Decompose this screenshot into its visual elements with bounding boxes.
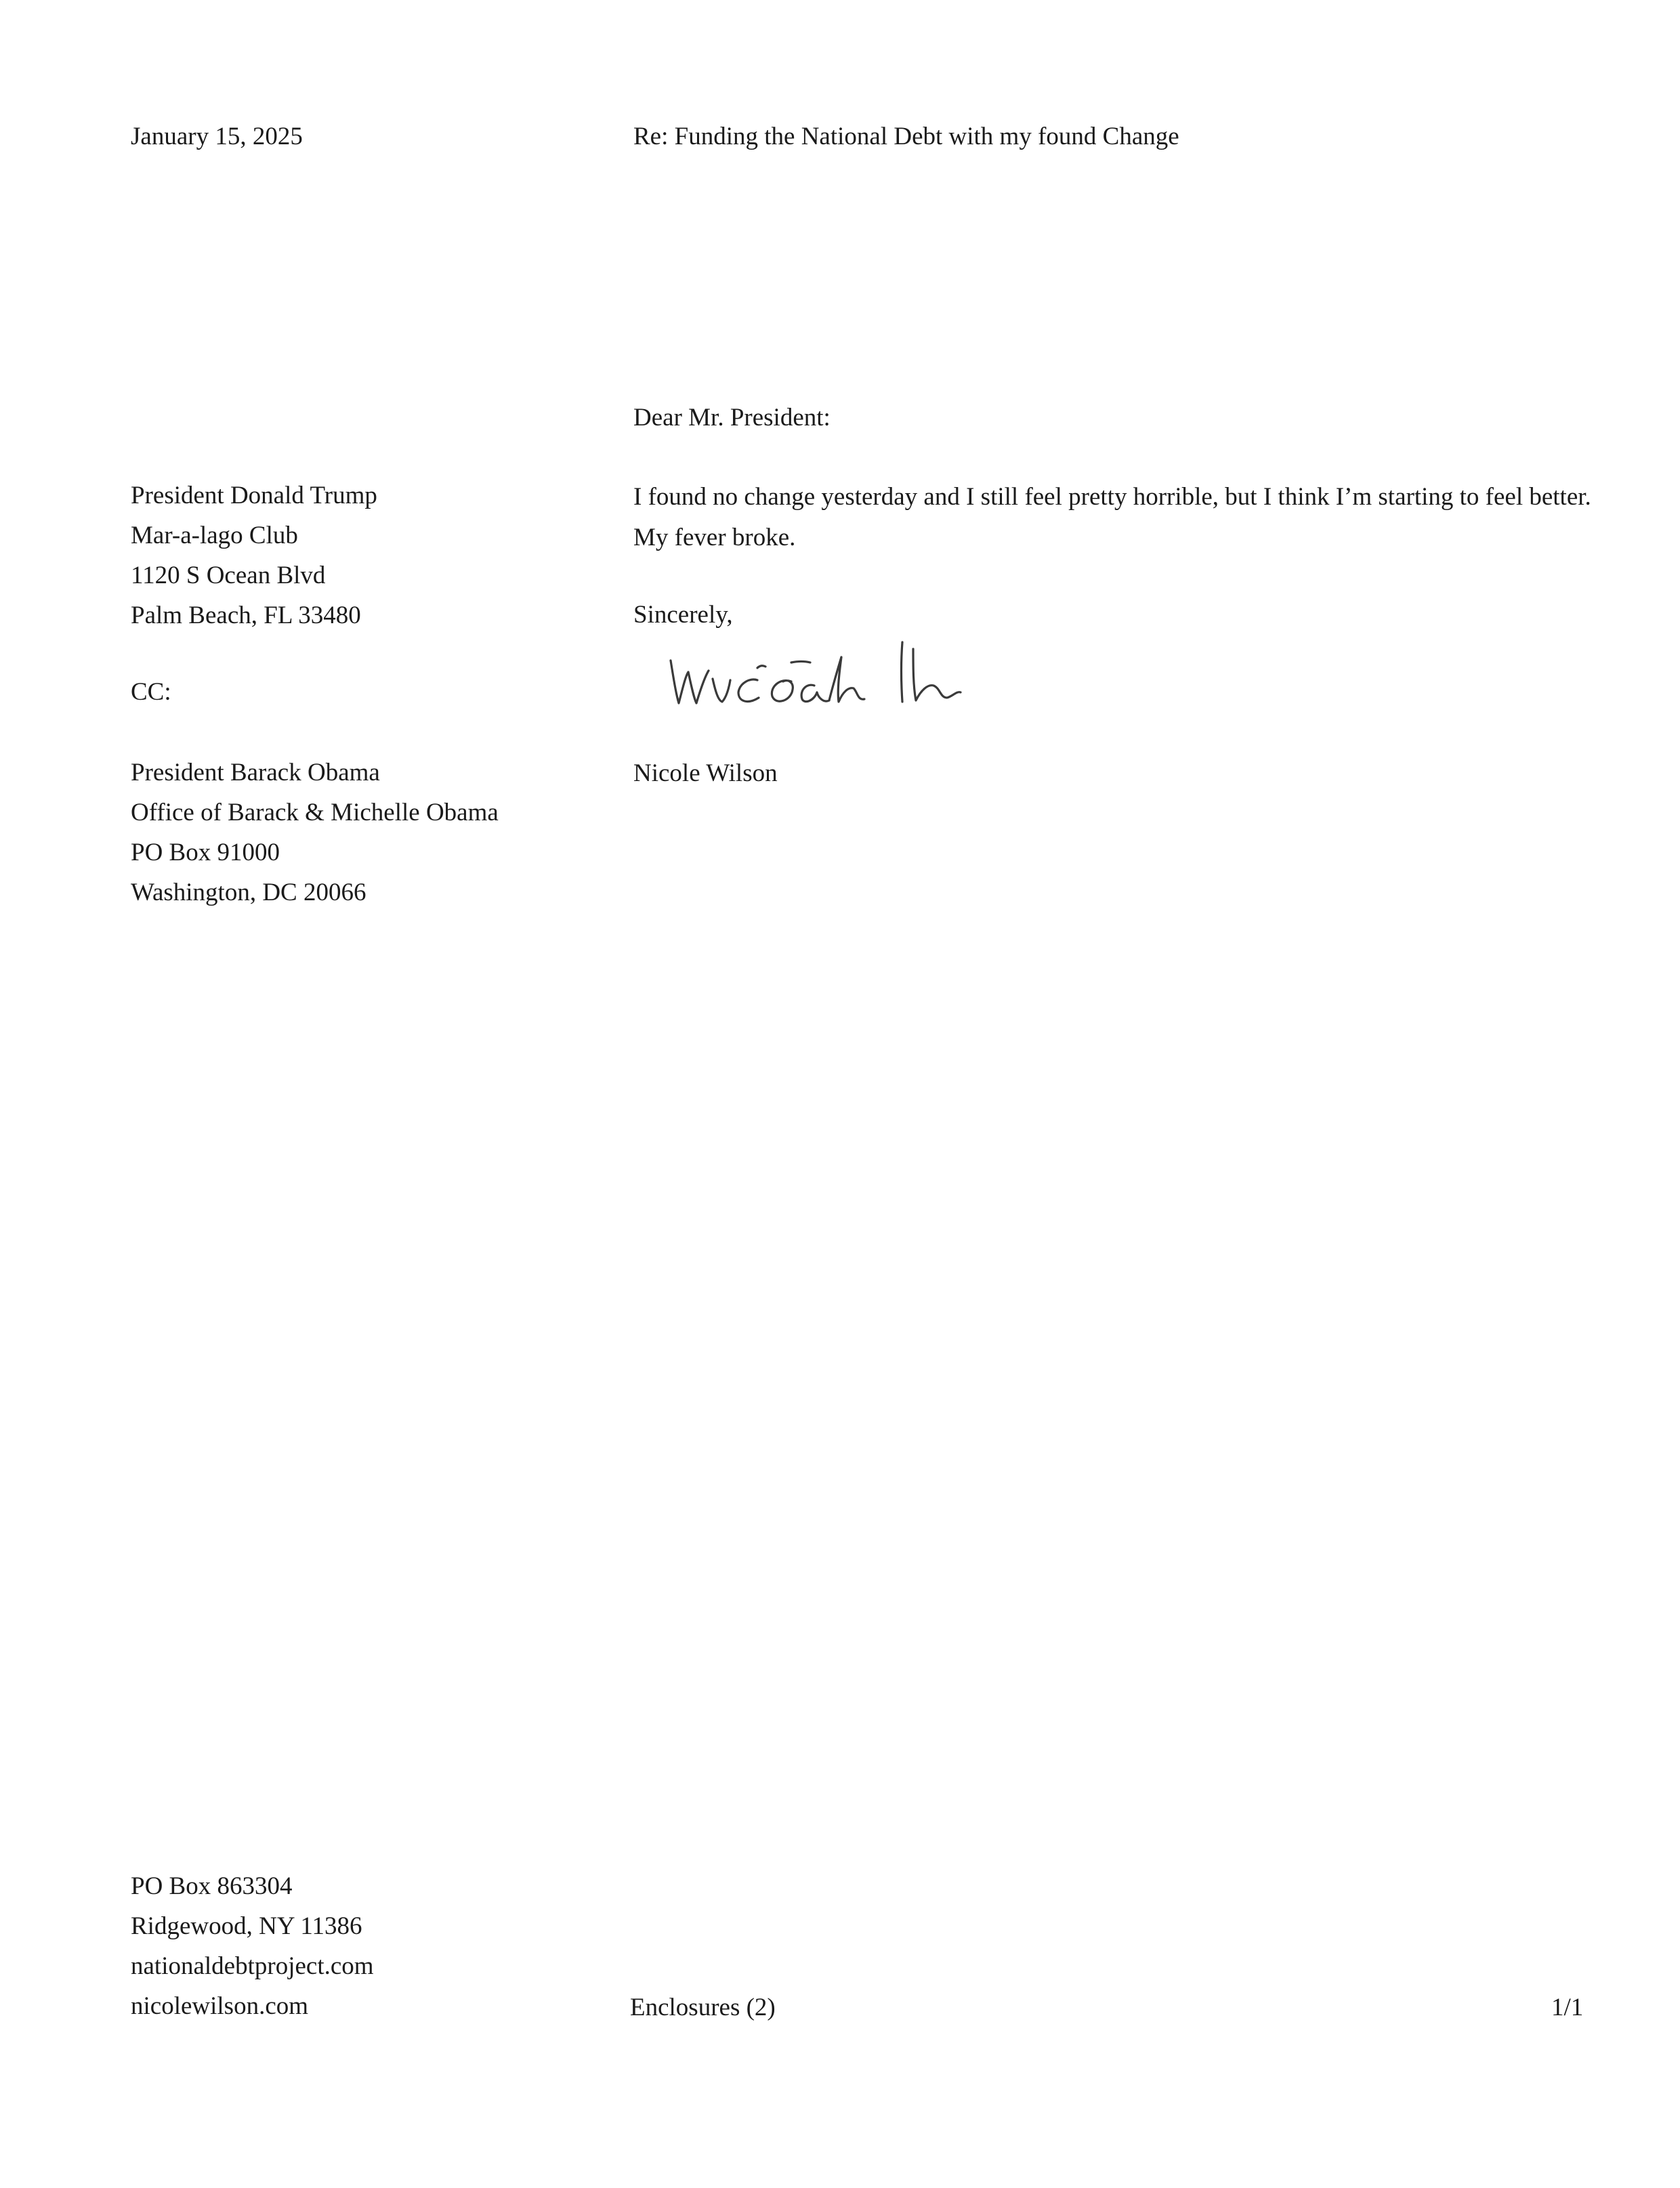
salutation: Dear Mr. President:	[633, 404, 831, 432]
enclosures: Enclosures (2)	[630, 1994, 776, 2021]
cc-recipient-line-3: PO Box 91000	[131, 839, 280, 866]
cc-recipient-line-4: Washington, DC 20066	[131, 879, 366, 906]
handwritten-signature-icon	[664, 630, 1016, 718]
recipient-line-3: 1120 S Ocean Blvd	[131, 562, 326, 589]
recipient-line-4: Palm Beach, FL 33480	[131, 602, 361, 629]
closing: Sincerely,	[633, 601, 733, 629]
signer-name: Nicole Wilson	[633, 759, 778, 787]
recipient-line-2: Mar-a-lago Club	[131, 522, 298, 549]
letter-date: January 15, 2025	[131, 123, 303, 150]
cc-recipient-name: President Barack Obama	[131, 759, 380, 786]
cc-recipient-line-2: Office of Barack & Michelle Obama	[131, 799, 499, 826]
sender-personal-site: nicolewilson.com	[131, 1992, 309, 2020]
sender-line-1: PO Box 863304	[131, 1872, 293, 1900]
recipient-address	[131, 476, 377, 635]
cc-label: CC:	[131, 678, 171, 706]
sender-address	[131, 1866, 374, 2026]
letter-body: I found no change yesterday and I still feel pretty horrible, but I think I’m starting to feel better. My fever broke.	[633, 483, 1591, 551]
recipient-name: President Donald Trump	[131, 482, 377, 509]
sender-line-2: Ridgewood, NY 11386	[131, 1912, 362, 1940]
letter-subject: Re: Funding the National Debt with my found Change	[633, 123, 1179, 150]
sender-website: nationaldebtproject.com	[131, 1952, 374, 1980]
page-number: 1/1	[1551, 1994, 1584, 2021]
cc-recipient-address	[131, 753, 499, 912]
